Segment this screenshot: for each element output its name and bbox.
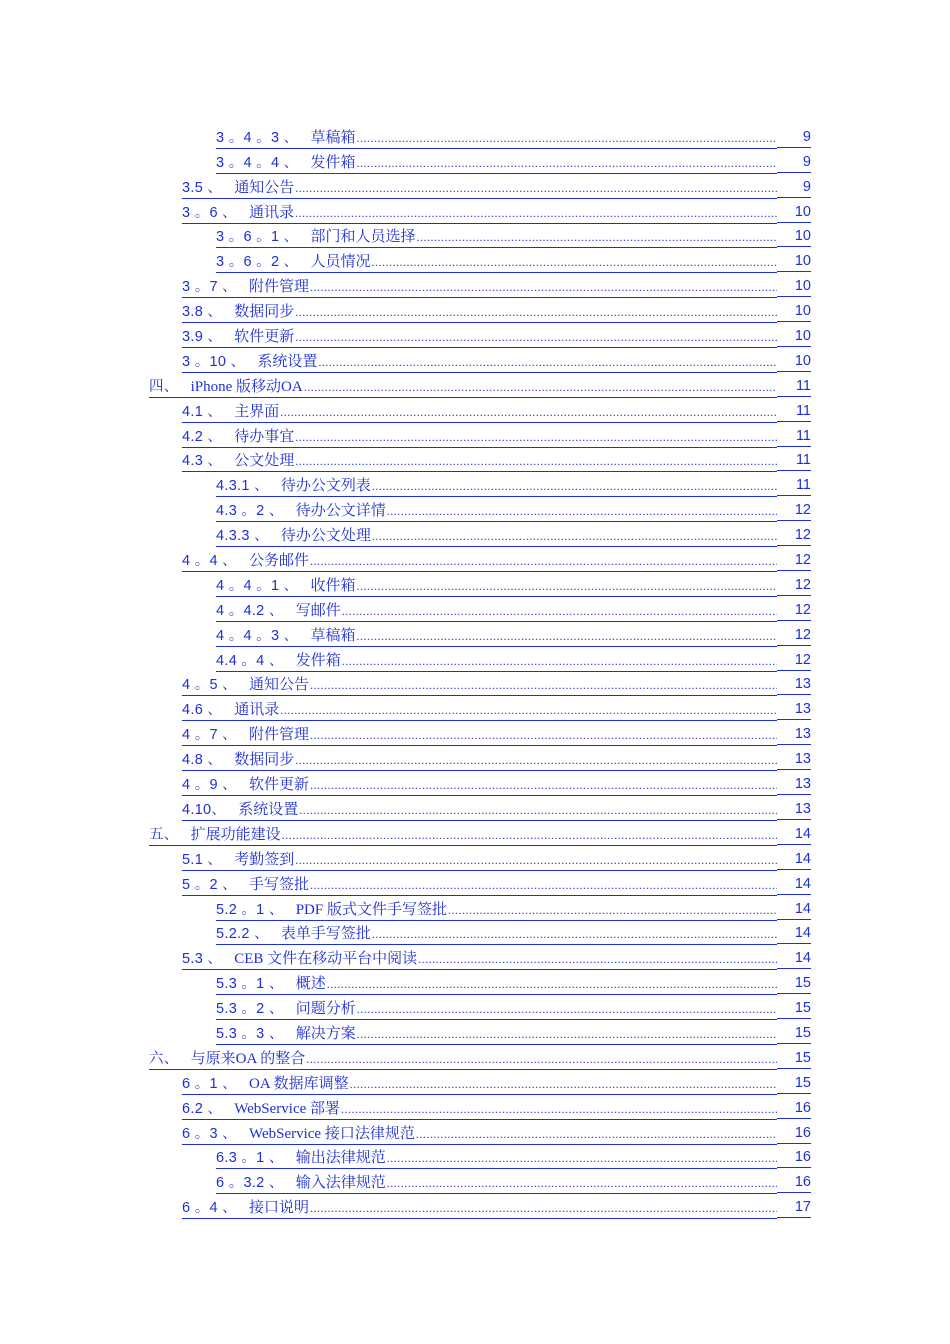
toc-leader-dots	[280, 701, 777, 719]
toc-entry-link[interactable]	[149, 826, 777, 846]
toc-leader-dots	[295, 452, 777, 470]
toc-entry-number: 5.1 、	[182, 851, 223, 868]
toc-entry-link[interactable]	[182, 701, 777, 721]
toc-entry-number: 6 。3 、	[182, 1125, 237, 1142]
toc-entry[interactable]	[0, 174, 950, 199]
toc-leader-dots	[295, 851, 777, 869]
toc-entry-link[interactable]	[182, 676, 777, 696]
toc-entry[interactable]	[0, 1169, 950, 1194]
toc-entry-number: 4.3.1 、	[216, 478, 269, 495]
toc-entry-link[interactable]	[182, 403, 777, 423]
toc-entry[interactable]	[0, 622, 950, 647]
toc-entry-page[interactable]: 16	[777, 1124, 811, 1144]
toc-leader-dots	[387, 1149, 777, 1167]
toc-entry-link[interactable]	[182, 552, 777, 572]
toc-entry-number: 3.5 、	[182, 179, 223, 196]
toc-entry-title: 草稿箱	[310, 129, 356, 146]
toc-entry-link[interactable]	[182, 1075, 777, 1095]
toc-leader-dots	[342, 602, 777, 620]
toc-entry[interactable]	[0, 273, 950, 298]
toc-leader-dots	[295, 179, 777, 197]
toc-entry-number: 3 。4 。4 、	[216, 154, 299, 171]
toc-entry-page[interactable]: 14	[777, 949, 811, 969]
toc-entry-link[interactable]	[216, 477, 777, 497]
toc-entry-title: 公文处理	[234, 453, 295, 470]
toc-entry-link[interactable]	[182, 726, 777, 746]
toc-leader-dots	[310, 1199, 777, 1217]
toc-entry[interactable]	[0, 1095, 950, 1120]
toc-entry-title: 公务邮件	[249, 553, 310, 570]
toc-entry[interactable]	[0, 472, 950, 497]
toc-entry-page[interactable]: 13	[777, 775, 811, 795]
toc-entry-page[interactable]: 9	[777, 178, 811, 198]
toc-entry[interactable]	[0, 821, 950, 846]
toc-entry-title: 通讯录	[249, 204, 295, 221]
toc-entry-number: 4 。4 、	[182, 553, 237, 570]
toc-entry-link[interactable]	[216, 253, 777, 273]
toc-leader-dots	[295, 328, 777, 346]
toc-entry-number: 4.4 。4 、	[216, 652, 284, 669]
toc-entry[interactable]	[0, 647, 950, 672]
toc-entry-number: 5.3 。1 、	[216, 976, 284, 993]
toc-leader-dots	[310, 278, 777, 296]
toc-entry-title: 发件箱	[310, 154, 356, 171]
toc-entry-page[interactable]: 15	[777, 999, 811, 1019]
toc-entry[interactable]	[0, 423, 950, 448]
toc-entry-page[interactable]: 14	[777, 875, 811, 895]
toc-entry-link[interactable]	[182, 1100, 777, 1120]
toc-entry-link[interactable]	[216, 925, 777, 945]
toc-entry[interactable]	[0, 248, 950, 273]
toc-entry-link[interactable]	[182, 1125, 777, 1145]
toc-entry-number: 5.3 。3 、	[216, 1025, 284, 1042]
toc-entry[interactable]	[0, 970, 950, 995]
toc-entry[interactable]	[0, 323, 950, 348]
toc-entry-title: 通知公告	[234, 179, 295, 196]
toc-entry-title: OA 数据库调整	[249, 1075, 349, 1092]
toc-leader-dots	[304, 378, 777, 396]
toc-entry[interactable]	[0, 871, 950, 896]
toc-entry-page[interactable]: 14	[777, 900, 811, 920]
toc-entry-title: 扩展功能建设	[190, 826, 281, 843]
toc-entry-title: 通讯录	[234, 702, 280, 719]
toc-entry-link[interactable]	[216, 627, 777, 647]
toc-entry-link[interactable]	[216, 901, 777, 921]
toc-leader-dots	[310, 552, 777, 570]
toc-entry-page[interactable]: 16	[777, 1148, 811, 1168]
toc-entry-title: WebService 部署	[234, 1100, 341, 1117]
toc-entry-title: 通知公告	[249, 677, 310, 694]
toc-entry[interactable]	[0, 696, 950, 721]
toc-leader-dots	[341, 1100, 777, 1118]
toc-entry-number: 5.2 。1 、	[216, 901, 284, 918]
toc-entry-page[interactable]: 11	[777, 427, 811, 447]
toc-leader-dots	[357, 129, 778, 147]
toc-entry-title: 手写签批	[249, 876, 310, 893]
toc-entry-link[interactable]	[216, 1174, 777, 1194]
toc-entry-title: 接口说明	[249, 1200, 310, 1217]
toc-leader-dots	[295, 428, 777, 446]
toc-entry-title: 待办公文详情	[295, 503, 386, 520]
toc-entry-title: 问题分析	[295, 1001, 356, 1018]
toc-entry-page[interactable]: 11	[777, 377, 811, 397]
toc-entry[interactable]	[0, 746, 950, 771]
toc-entry-link[interactable]	[216, 527, 777, 547]
toc-entry-link[interactable]	[182, 1199, 777, 1219]
toc-entry-page[interactable]: 11	[777, 451, 811, 471]
toc-entry-link[interactable]	[182, 204, 777, 224]
toc-entry-page[interactable]: 15	[777, 1024, 811, 1044]
toc-entry-title: 发件箱	[295, 652, 341, 669]
toc-entry[interactable]	[0, 1045, 950, 1070]
toc-leader-dots	[372, 527, 777, 545]
toc-entry[interactable]	[0, 348, 950, 373]
toc-entry-title: 数据同步	[234, 304, 295, 321]
toc-entry-number: 5 。2 、	[182, 876, 237, 893]
toc-entry-number: 五、	[149, 826, 179, 843]
toc-entry-title: 人员情况	[310, 254, 371, 271]
toc-entry-number: 5.2.2 、	[216, 926, 269, 943]
toc-entry-page[interactable]: 13	[777, 675, 811, 695]
toc-entry-page[interactable]: 12	[777, 551, 811, 571]
toc-leader-dots	[418, 950, 777, 968]
toc-entry-page[interactable]: 12	[777, 501, 811, 521]
toc-entry-page[interactable]: 15	[777, 1074, 811, 1094]
toc-entry-link[interactable]	[182, 776, 777, 796]
toc-entry-page[interactable]: 11	[777, 402, 811, 422]
toc-entry-title: 软件更新	[234, 329, 295, 346]
toc-entry-page[interactable]: 10	[777, 327, 811, 347]
toc-entry[interactable]	[0, 672, 950, 697]
toc-entry-link[interactable]	[182, 303, 777, 323]
toc-entry[interactable]	[0, 846, 950, 871]
toc-entry-number: 4 。9 、	[182, 777, 237, 794]
toc-entry-number: 6 。1 、	[182, 1075, 237, 1092]
toc-entry[interactable]	[0, 1145, 950, 1170]
toc-entry-title: 概述	[295, 976, 326, 993]
toc-entry-title: WebService 接口法律规范	[249, 1125, 415, 1142]
toc-entry-number: 4.6 、	[182, 702, 223, 719]
toc-entry[interactable]	[0, 945, 950, 970]
toc-leader-dots	[342, 652, 777, 670]
toc-entry-link[interactable]	[182, 751, 777, 771]
toc-entry-page[interactable]: 15	[777, 1049, 811, 1069]
toc-entry-link[interactable]	[216, 502, 777, 522]
toc-entry-title: 待办公文列表	[280, 478, 371, 495]
toc-entry-page[interactable]: 14	[777, 924, 811, 944]
toc-entry[interactable]	[0, 1194, 950, 1219]
toc-leader-dots	[350, 1075, 777, 1093]
toc-entry-page[interactable]: 14	[777, 825, 811, 845]
toc-entry-page[interactable]: 9	[777, 153, 811, 173]
toc-entry-link[interactable]	[182, 179, 777, 199]
toc-entry-page[interactable]: 11	[777, 476, 811, 496]
toc-entry-title: 部门和人员选择	[310, 229, 416, 246]
toc-entry[interactable]	[0, 497, 950, 522]
toc-leader-dots	[310, 676, 777, 694]
toc-entry-link[interactable]	[216, 1149, 777, 1169]
toc-entry-page[interactable]: 16	[777, 1099, 811, 1119]
toc-entry-link[interactable]	[216, 154, 777, 174]
toc-entry-link[interactable]	[182, 452, 777, 472]
toc-entry-number: 六、	[149, 1050, 179, 1067]
toc-entry-number: 四、	[149, 378, 179, 395]
toc-leader-dots	[282, 826, 777, 844]
toc-entry-link[interactable]	[182, 278, 777, 298]
toc-entry-page[interactable]: 13	[777, 700, 811, 720]
toc-entry[interactable]	[0, 771, 950, 796]
toc-entry-number: 3 。10 、	[182, 353, 246, 370]
toc-entry-link[interactable]	[149, 1050, 777, 1070]
toc-entry-number: 4.1 、	[182, 403, 223, 420]
toc-entry-title: 收件箱	[310, 577, 356, 594]
toc-entry-number: 4.3.3 、	[216, 528, 269, 545]
toc-leader-dots	[448, 901, 777, 919]
toc-entry-title: 草稿箱	[310, 627, 356, 644]
toc-entry-link[interactable]	[216, 577, 777, 597]
toc-entry[interactable]	[0, 298, 950, 323]
toc-entry-number: 4 。5 、	[182, 677, 237, 694]
toc-entry[interactable]	[0, 522, 950, 547]
toc-entry-title: 待办公文处理	[280, 528, 371, 545]
toc-entry-link[interactable]	[149, 378, 777, 398]
toc-leader-dots	[310, 726, 777, 744]
toc-entry-number: 4.8 、	[182, 752, 223, 769]
toc-entry-page[interactable]: 14	[777, 850, 811, 870]
toc-leader-dots	[357, 627, 778, 645]
toc-entry-page[interactable]: 12	[777, 526, 811, 546]
toc-entry-link[interactable]	[216, 129, 777, 149]
toc-leader-dots	[357, 154, 778, 172]
toc-leader-dots	[310, 876, 777, 894]
toc-leader-dots	[372, 253, 778, 271]
toc-entry-page[interactable]: 12	[777, 601, 811, 621]
toc-entry[interactable]	[0, 373, 950, 398]
toc-entry[interactable]	[0, 1020, 950, 1045]
toc-entry-number: 3.8 、	[182, 304, 223, 321]
toc-entry[interactable]	[0, 995, 950, 1020]
toc-leader-dots	[372, 477, 777, 495]
toc-entry-link[interactable]	[182, 851, 777, 871]
toc-leader-dots	[295, 303, 777, 321]
toc-entry-page[interactable]: 12	[777, 626, 811, 646]
toc-entry-page[interactable]: 12	[777, 651, 811, 671]
toc-entry-link[interactable]	[216, 602, 777, 622]
toc-entry-title: 写邮件	[295, 602, 341, 619]
toc-entry-number: 4 。4 。3 、	[216, 627, 299, 644]
toc-entry-number: 4 。4.2 、	[216, 602, 284, 619]
toc-leader-dots	[295, 204, 777, 222]
toc-entry-page[interactable]: 13	[777, 725, 811, 745]
toc-entry-page[interactable]: 10	[777, 252, 811, 272]
toc-leader-dots	[372, 925, 777, 943]
toc-leader-dots	[417, 228, 778, 246]
toc-entry-title: 与原来OA 的整合	[190, 1050, 306, 1067]
toc-entry-title: 主界面	[234, 403, 280, 420]
toc-entry-page[interactable]: 13	[777, 750, 811, 770]
toc-entry-link[interactable]	[216, 652, 777, 672]
toc-entry-title: 附件管理	[249, 279, 310, 296]
toc-leader-dots	[295, 751, 777, 769]
toc-entry-link[interactable]	[182, 801, 777, 821]
toc-entry[interactable]	[0, 448, 950, 473]
toc-entry-title: CEB 文件在移动平台中阅读	[234, 951, 418, 968]
toc-entry-number: 6 。3.2 、	[216, 1175, 284, 1192]
toc-entry-number: 5.3 。2 、	[216, 1001, 284, 1018]
toc-entry-page[interactable]: 10	[777, 277, 811, 297]
toc-entry-page[interactable]: 10	[777, 352, 811, 372]
toc-entry-link[interactable]	[216, 228, 777, 248]
toc-entry-page[interactable]: 17	[777, 1198, 811, 1218]
toc-entry-number: 3 。6 。2 、	[216, 254, 299, 271]
toc-entry[interactable]	[0, 398, 950, 423]
toc-entry-number: 3 。7 、	[182, 279, 237, 296]
toc-entry-page[interactable]: 10	[777, 302, 811, 322]
toc-leader-dots	[306, 1050, 777, 1068]
toc-entry-page[interactable]: 12	[777, 576, 811, 596]
toc-entry-link[interactable]	[182, 353, 777, 373]
toc-entry-page[interactable]: 13	[777, 800, 811, 820]
toc-entry-number: 3 。6 。1 、	[216, 229, 299, 246]
toc-entry-title: 系统设置	[257, 353, 318, 370]
toc-entry-title: iPhone 版移动OA	[190, 378, 303, 395]
toc-leader-dots	[299, 801, 777, 819]
toc-entry[interactable]	[0, 796, 950, 821]
toc-entry-number: 3 。6 、	[182, 204, 237, 221]
toc-entry[interactable]	[0, 896, 950, 921]
toc-leader-dots	[318, 353, 777, 371]
toc-entry-page[interactable]: 15	[777, 974, 811, 994]
toc-entry-link[interactable]	[216, 1000, 777, 1020]
toc-entry[interactable]	[0, 547, 950, 572]
toc-entry-title: 输出法律规范	[295, 1150, 386, 1167]
toc-entry-title: PDF 版式文件手写签批	[295, 901, 447, 918]
toc-entry-link[interactable]	[216, 975, 777, 995]
toc-entry-title: 系统设置	[238, 801, 299, 818]
toc-entry-link[interactable]	[182, 876, 777, 896]
toc-entry-number: 4.3 。2 、	[216, 503, 284, 520]
toc-leader-dots	[357, 577, 778, 595]
toc-leader-dots	[357, 1025, 777, 1043]
toc-entry-link[interactable]	[182, 950, 777, 970]
toc-entry-title: 数据同步	[234, 752, 295, 769]
toc-leader-dots	[280, 403, 777, 421]
toc-entry-link[interactable]	[182, 428, 777, 448]
toc-entry-page[interactable]: 10	[777, 203, 811, 223]
toc-entry-number: 6.3 。1 、	[216, 1150, 284, 1167]
toc-entry-page[interactable]: 9	[777, 128, 811, 148]
toc-entry-title: 输入法律规范	[295, 1175, 386, 1192]
toc-leader-dots	[310, 776, 777, 794]
toc-leader-dots	[357, 1000, 777, 1018]
toc-entry[interactable]	[0, 149, 950, 174]
toc-entry-title: 待办事宜	[234, 428, 295, 445]
toc-entry-number: 3 。4 。3 、	[216, 129, 299, 146]
toc-entry-number: 4.10、	[182, 801, 227, 818]
toc-entry-title: 考勤签到	[234, 851, 295, 868]
toc-entry-link[interactable]	[182, 328, 777, 348]
toc-entry-number: 6.2 、	[182, 1100, 223, 1117]
toc-entry[interactable]	[0, 199, 950, 224]
toc-entry-number: 4.2 、	[182, 428, 223, 445]
toc-entry-link[interactable]	[216, 1025, 777, 1045]
toc-entry-number: 5.3 、	[182, 951, 223, 968]
toc-entry[interactable]	[0, 921, 950, 946]
toc-leader-dots	[416, 1125, 777, 1143]
toc-entry-title: 软件更新	[249, 777, 310, 794]
table-of-contents	[0, 124, 950, 1219]
toc-leader-dots	[387, 502, 777, 520]
toc-entry-number: 4 。4 。1 、	[216, 577, 299, 594]
toc-entry[interactable]	[0, 597, 950, 622]
toc-entry-number: 4.3 、	[182, 453, 223, 470]
toc-leader-dots	[327, 975, 777, 993]
toc-leader-dots	[387, 1174, 777, 1192]
toc-entry-number: 4 。7 、	[182, 727, 237, 744]
toc-entry-page[interactable]: 10	[777, 227, 811, 247]
toc-entry-number: 3.9 、	[182, 329, 223, 346]
toc-entry-title: 表单手写签批	[280, 926, 371, 943]
toc-entry-page[interactable]: 16	[777, 1173, 811, 1193]
toc-entry[interactable]	[0, 1070, 950, 1095]
toc-entry[interactable]	[0, 572, 950, 597]
toc-entry-number: 6 。4 、	[182, 1200, 237, 1217]
toc-entry[interactable]	[0, 224, 950, 249]
toc-entry[interactable]	[0, 721, 950, 746]
toc-entry-title: 解决方案	[295, 1025, 356, 1042]
toc-entry-title: 附件管理	[249, 727, 310, 744]
toc-entry[interactable]	[0, 124, 950, 149]
toc-entry[interactable]	[0, 1120, 950, 1145]
